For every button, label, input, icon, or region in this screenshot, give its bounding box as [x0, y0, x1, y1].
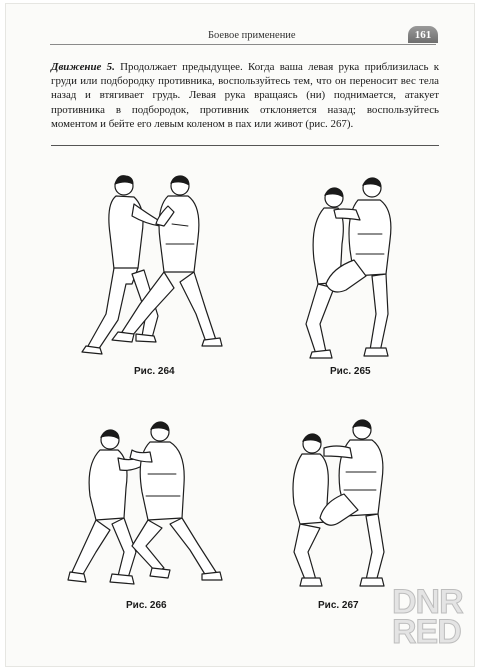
running-header [50, 30, 436, 45]
page-number: 161 [408, 26, 438, 43]
move-label: Движение 5. [51, 61, 115, 73]
knee-strike-chin-push-figure [286, 412, 406, 592]
figure-caption: Рис. 266 [126, 600, 167, 611]
figure-266 [66, 412, 236, 592]
figure-caption: Рис. 267 [318, 600, 359, 611]
knee-strike-figure [296, 164, 416, 364]
figure-265 [296, 164, 416, 364]
figure-caption: Рис. 264 [134, 366, 175, 377]
paragraph-text: Продолжает предыдущее. Когда ваша левая рука приблизилась к груди или подбородку противника, воспользуйтесь тем, что он переносит вес тела назад и втягивает грудь. Левая рука вращаясь (ни) поднимается, атакует противника в подбородок, противник отклоняется назад; воспользуйтесь моментом и бейте его левым коленом в пах или живот (рис. 267). [51, 61, 440, 130]
watermark-line: RED [392, 613, 461, 651]
two-fighters-grapple-figure [76, 164, 236, 364]
divider [51, 145, 439, 146]
book-page [6, 4, 474, 666]
figure-caption: Рис. 265 [330, 366, 371, 377]
paragraph [51, 60, 439, 131]
two-fighters-push-figure [66, 412, 236, 592]
watermark-line: DNR [392, 583, 463, 621]
header-title: Боевое применение [208, 30, 296, 41]
figure-264 [76, 164, 236, 364]
figure-267 [286, 412, 406, 592]
watermark-logo [392, 583, 472, 651]
